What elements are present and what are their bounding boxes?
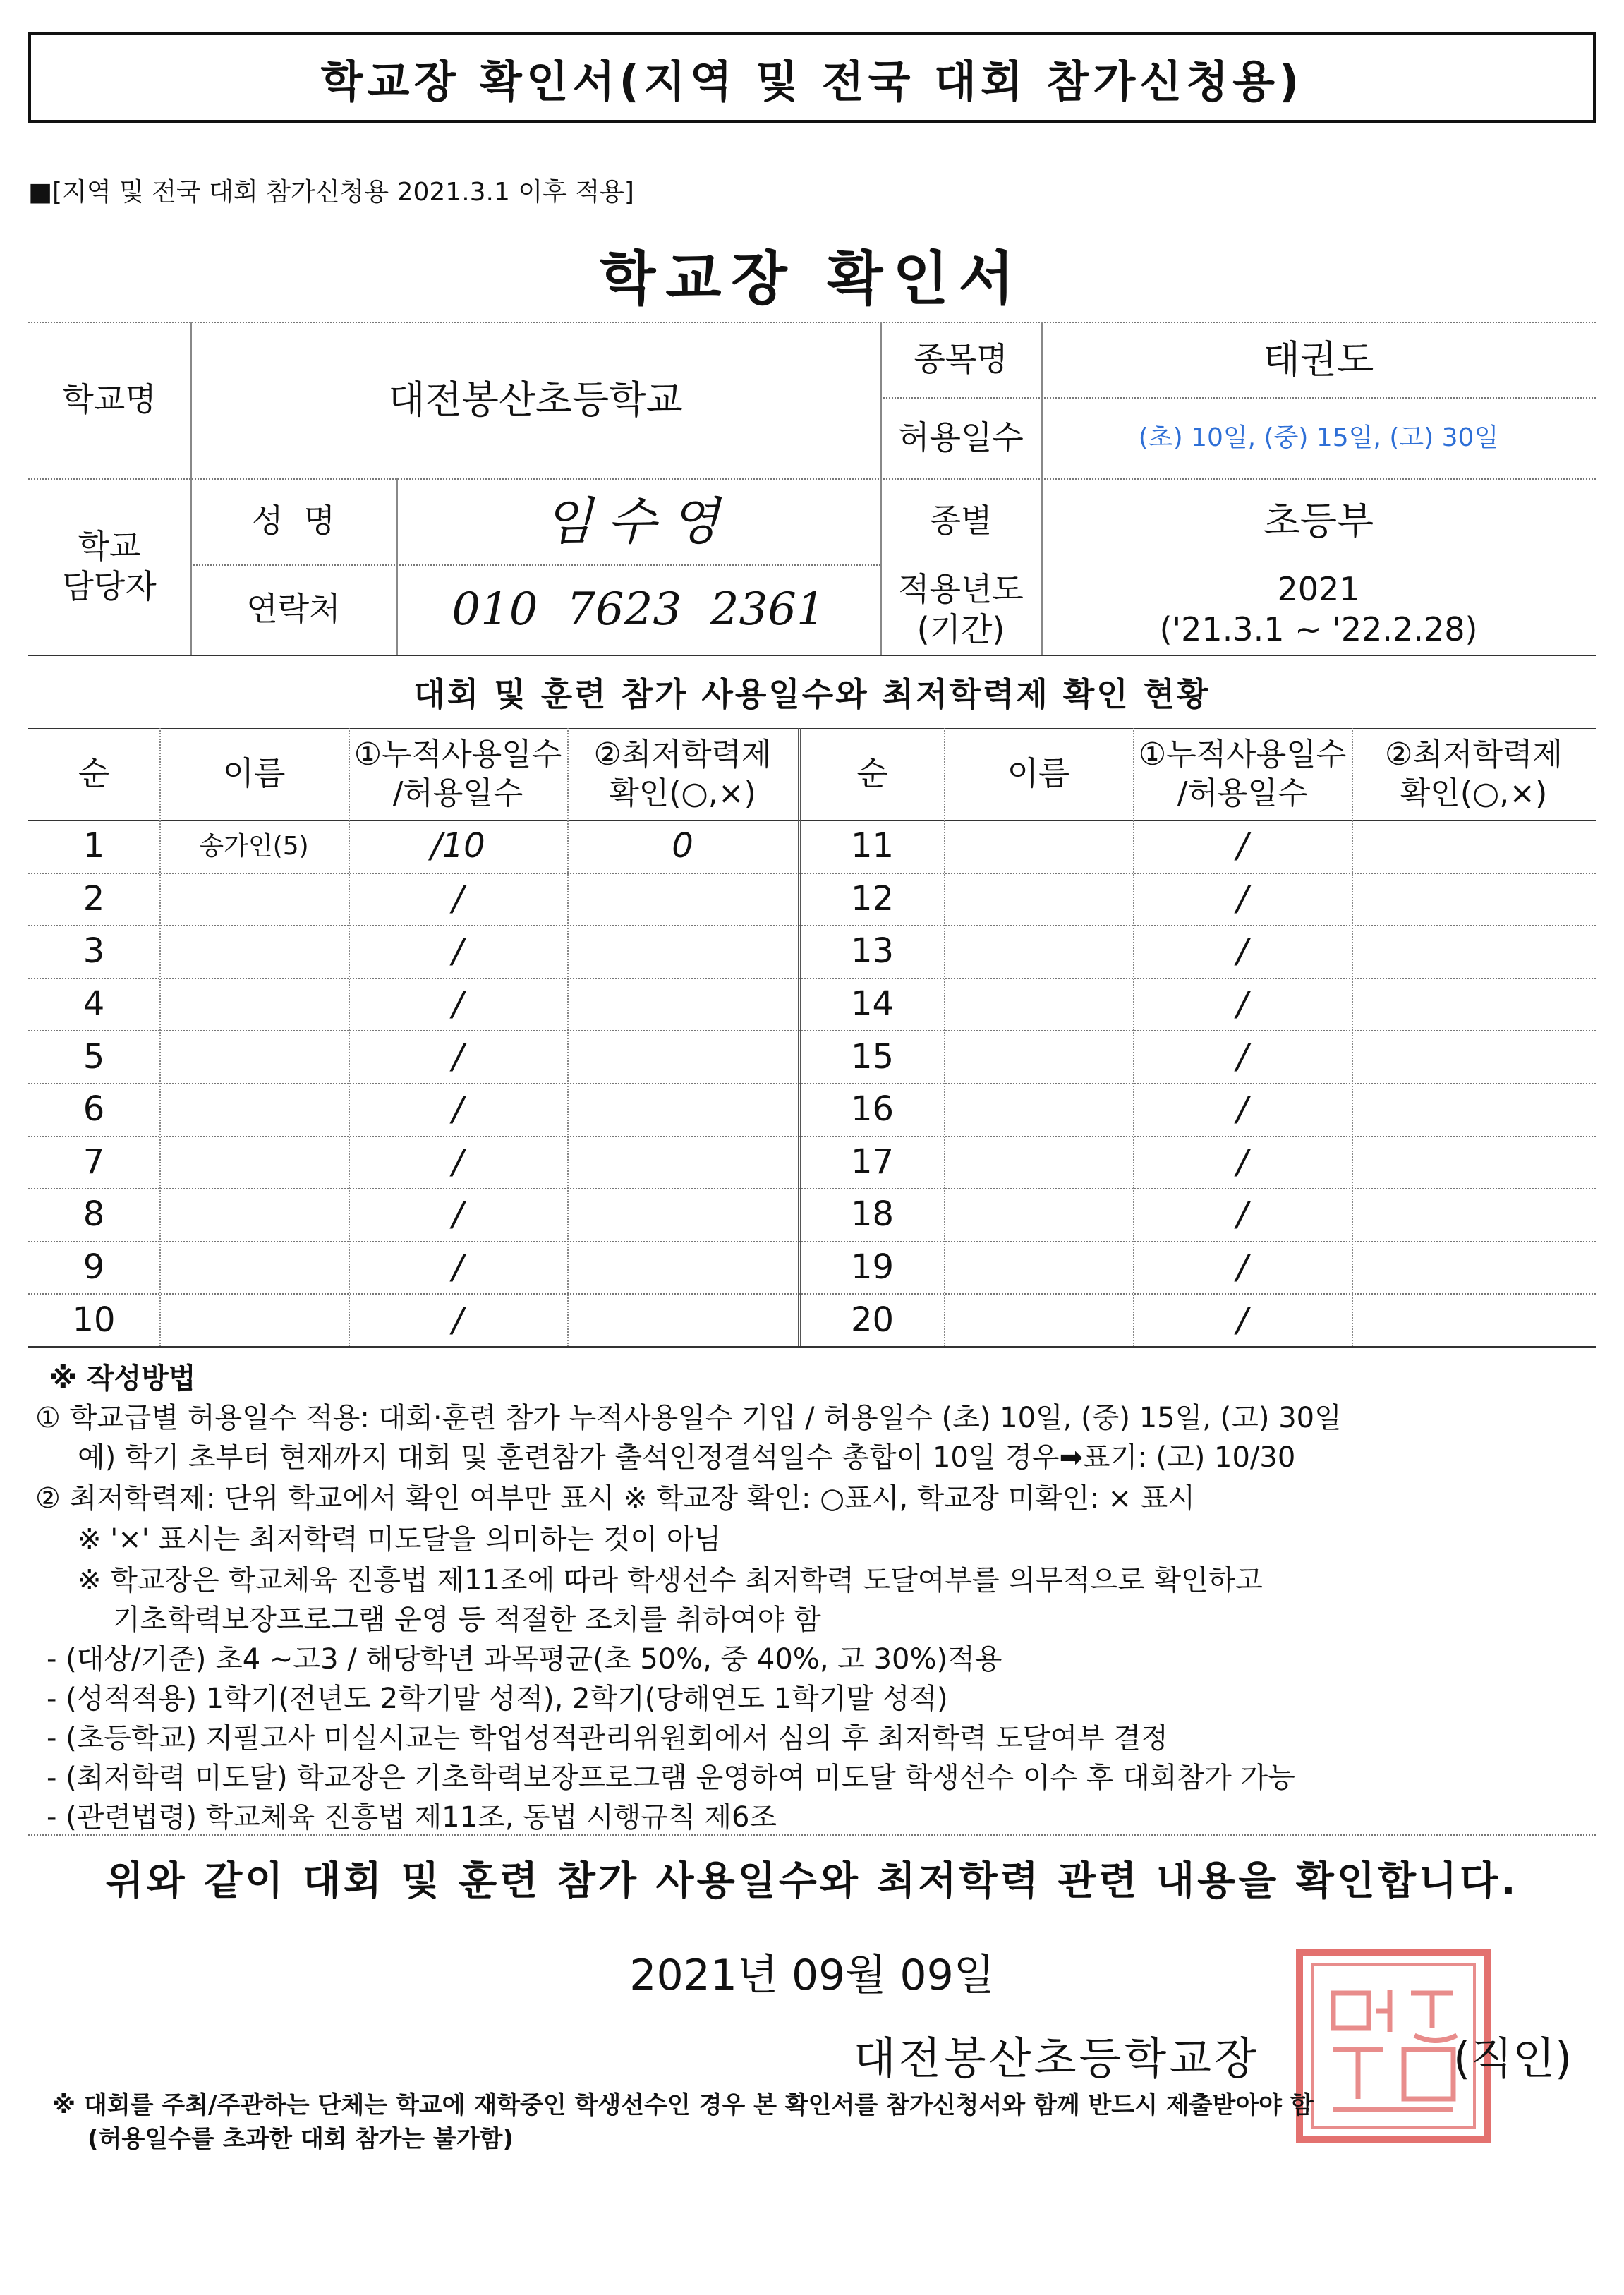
row-name: [944, 1293, 1133, 1346]
row-min-confirm: [1352, 1293, 1596, 1346]
row-number: 4: [83, 984, 105, 1024]
row-days: /10: [430, 826, 485, 866]
row-name: [944, 978, 1133, 1031]
sport-label: 종목명: [914, 339, 1008, 378]
instruction-line: - (최저학력 미도달) 학교장은 기초학력보장프로그램 운영하여 미도달 학생선수 이수 후 대회참가 가능: [47, 1762, 1295, 1794]
row-min-confirm: [1352, 978, 1596, 1031]
col-header-days-line1: ①누적사용일수: [353, 737, 562, 773]
row-min-confirm: [1352, 925, 1596, 978]
row-number: 10: [72, 1300, 116, 1340]
year-value: [1041, 564, 1596, 655]
col-header-min-right-line1: ②최저학력제: [1385, 737, 1563, 773]
row-name: [159, 1136, 349, 1189]
row-number: 6: [83, 1089, 105, 1130]
row-days: /: [1236, 1089, 1249, 1130]
col-header-days-right: [1133, 728, 1352, 820]
seal-label: (직인): [1453, 2033, 1573, 2084]
year-label: [880, 564, 1041, 655]
form-title: 학교장 확인서: [600, 246, 1024, 313]
row-days: /: [1236, 1036, 1249, 1077]
col-header-name: 이름: [222, 754, 286, 793]
instruction-line: ② 최저학력제: 단위 학교에서 확인 여부만 표시 ※ 학교장 확인: ○표시, 학교장 미확인: × 표시: [35, 1482, 1196, 1515]
sport-value: 태권도: [1263, 337, 1374, 382]
row-number: 7: [83, 1142, 105, 1182]
row-number: 12: [850, 878, 895, 919]
instruction-line: ① 학교급별 허용일수 적용: 대회·훈련 참가 누적사용일수 기입 / 허용일수 (초) 10일, (중) 15일, (고) 30일: [35, 1402, 1342, 1434]
row-min-confirm: [1352, 1083, 1596, 1136]
col-header-min: [567, 728, 798, 820]
table-bottom-border: [28, 1346, 1596, 1348]
instruction-line: - (관련법령) 학교체육 진흥법 제11조, 동법 시행규칙 제6조: [47, 1801, 777, 1834]
instructions-bottom-border: [28, 1834, 1596, 1836]
row-days: /: [452, 878, 464, 919]
instruction-line: ※ '×' 표시는 최저학력 미도달을 의미하는 것이 아님: [78, 1523, 722, 1556]
row-number: 11: [850, 826, 895, 866]
row-min-confirm: [567, 1136, 798, 1189]
col-header-name-right: 이름: [1007, 754, 1070, 793]
footnote-line-1: ※ 대회를 주최/주관하는 단체는 학교에 재학중인 학생선수인 경우 본 확인서를 참가신청서와 함께 반드시 제출받아야 함: [52, 2091, 1314, 2119]
year-label-line2: (기간): [916, 610, 1005, 648]
col-header-no: 순: [78, 754, 110, 793]
contact-label: 연락처: [246, 590, 341, 629]
instruction-line: 기초학력보장프로그램 운영 등 적절한 조치를 취하여야 함: [113, 1604, 821, 1636]
row-name: [159, 1083, 349, 1136]
row-min-confirm: [567, 1293, 798, 1346]
school-name-label: 학교명: [62, 380, 157, 419]
row-days: /: [1236, 931, 1249, 971]
row-number: 9: [83, 1247, 105, 1288]
year-value-line1: 2021: [1277, 569, 1360, 608]
row-number: 3: [83, 931, 105, 971]
row-min-confirm: [1352, 873, 1596, 926]
info-bottom-border: [28, 655, 1596, 656]
row-number: 20: [850, 1300, 895, 1340]
division-value: 초등부: [1263, 499, 1374, 544]
row-min-confirm: [567, 873, 798, 926]
col-header-no-right: 순: [856, 754, 888, 793]
row-min-confirm: [567, 925, 798, 978]
col-header-days-line2: /허용일수: [392, 775, 523, 811]
row-days: /: [452, 1089, 464, 1130]
year-label-line1: 적용년도: [898, 569, 1024, 608]
row-min-confirm: [567, 1030, 798, 1083]
row-days: /: [1236, 1142, 1249, 1182]
allowed-days-label: 허용일수: [898, 418, 1024, 456]
instruction-line: 예) 학기 초부터 현재까지 대회 및 훈련참가 출석인정결석일수 총합이 10일 경우➡표기: (고) 10/30: [78, 1441, 1296, 1474]
row-name: [944, 1136, 1133, 1189]
year-value-line2: ('21.3.1 ~ '22.2.28): [1159, 610, 1478, 648]
row-number: 16: [850, 1089, 895, 1130]
applicability-note: ■[지역 및 전국 대회 참가신청용 2021.3.1 이후 적용]: [28, 178, 634, 207]
row-days: /: [1236, 826, 1249, 866]
row-name: [159, 1030, 349, 1083]
col-header-min-line2: 확인(○,×): [609, 775, 756, 811]
allowed-days-value: (초) 10일, (중) 15일, (고) 30일: [1138, 423, 1499, 452]
row-number: 15: [850, 1036, 895, 1077]
col-header-days: [349, 728, 567, 820]
row-min-confirm: [1352, 1241, 1596, 1294]
manager-name-value: 임수영: [543, 492, 734, 551]
row-name: [944, 1241, 1133, 1294]
row-min-confirm: [1352, 1030, 1596, 1083]
contact-value: 010 7623 2361: [452, 583, 825, 636]
row-days: /: [452, 1300, 464, 1340]
row-name: [944, 820, 1133, 873]
row-days: /: [1236, 1247, 1249, 1288]
row-days: /: [452, 931, 464, 971]
row-name: [944, 1083, 1133, 1136]
col-header-min-right: [1352, 728, 1596, 820]
row-name: [944, 1188, 1133, 1241]
principal-signature: 대전봉산초등학교장: [854, 2033, 1260, 2084]
col-header-days-right-line1: ①누적사용일수: [1138, 737, 1347, 773]
instruction-line: - (대상/기준) 초4 ~고3 / 해당학년 과목평균(초 50%, 중 40%, 고 30%)적용: [47, 1643, 1002, 1676]
row-number: 14: [850, 984, 895, 1024]
row-number: 17: [850, 1142, 895, 1182]
row-number: 5: [83, 1036, 105, 1077]
row-name: 송가인(5): [199, 831, 309, 861]
confirmation-statement: 위와 같이 대회 및 훈련 참가 사용일수와 최저학력 관련 내용을 확인합니다.: [105, 1858, 1519, 1904]
row-name: [159, 1188, 349, 1241]
instruction-line: ※ 학교장은 학교체육 진흥법 제11조에 따라 학생선수 최저학력 도달여부를 의무적으로 확인하고: [78, 1564, 1263, 1597]
row-days: /: [1236, 1194, 1249, 1235]
row-min-confirm: [567, 978, 798, 1031]
row-name: [159, 873, 349, 926]
instruction-line: - (초등학교) 지필고사 미실시교는 학업성적관리위원회에서 심의 후 최저학력 도달여부 결정: [47, 1722, 1168, 1755]
row-min-confirm: 0: [672, 826, 693, 866]
row-name: [944, 925, 1133, 978]
row-min-confirm: [1352, 1136, 1596, 1189]
row-name: [159, 978, 349, 1031]
row-name: [159, 1241, 349, 1294]
col-header-min-right-line2: 확인(○,×): [1400, 775, 1548, 811]
manager-label: [28, 478, 190, 655]
row-name: [944, 873, 1133, 926]
col-header-min-line1: ②최저학력제: [593, 737, 772, 773]
row-min-confirm: [567, 1083, 798, 1136]
row-number: 8: [83, 1194, 105, 1235]
row-days: /: [1236, 878, 1249, 919]
row-number: 2: [83, 878, 105, 919]
footnote-line-2: (허용일수를 초과한 대회 참가는 불가함): [87, 2125, 514, 2153]
instructions-title: ※ 작성방법: [49, 1362, 196, 1395]
instruction-line: - (성적적용) 1학기(전년도 2학기말 성적), 2학기(당해연도 1학기말 성적): [47, 1683, 948, 1715]
row-min-confirm: [1352, 820, 1596, 873]
row-name: [944, 1030, 1133, 1083]
row-days: /: [452, 1247, 464, 1288]
banner-title: 학교장 확인서(지역 및 전국 대회 참가신청용): [28, 32, 1596, 123]
row-days: /: [452, 1036, 464, 1077]
row-days: /: [452, 984, 464, 1024]
col-header-days-right-line2: /허용일수: [1177, 775, 1308, 811]
row-days: /: [452, 1142, 464, 1182]
row-min-confirm: [1352, 1188, 1596, 1241]
row-name: [159, 1293, 349, 1346]
issue-date: 2021년 09월 09일: [629, 1951, 995, 2000]
row-days: /: [452, 1194, 464, 1235]
row-min-confirm: [567, 1241, 798, 1294]
manager-label-line1: 학교: [78, 526, 141, 565]
row-number: 1: [83, 826, 105, 866]
row-days: /: [1236, 1300, 1249, 1340]
row-name: [159, 925, 349, 978]
manager-name-label: 성 명: [251, 502, 336, 540]
manager-label-line2: 담당자: [62, 567, 157, 605]
row-number: 18: [850, 1194, 895, 1235]
division-label: 종별: [929, 502, 993, 540]
row-min-confirm: [567, 1188, 798, 1241]
row-days: /: [1236, 984, 1249, 1024]
school-name-value: 대전봉산초등학교: [388, 377, 683, 423]
row-number: 13: [850, 931, 895, 971]
row-number: 19: [850, 1247, 895, 1288]
table-heading: 대회 및 훈련 참가 사용일수와 최저학력제 확인 현황: [413, 675, 1211, 713]
